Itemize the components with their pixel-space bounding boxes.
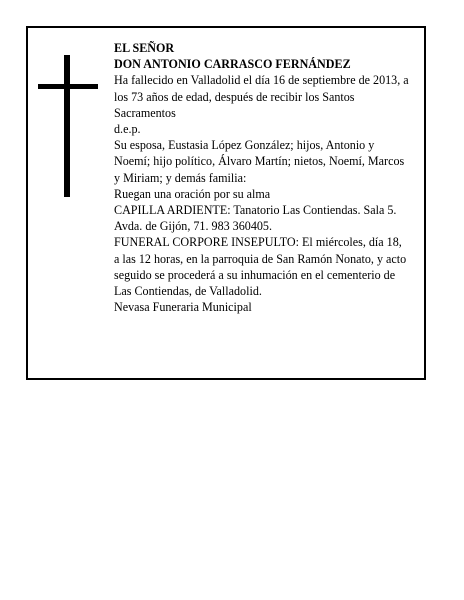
wake-info: CAPILLA ARDIENTE: Tanatorio Las Contiendas. Sala 5. Avda. de Gijón, 71. 983 360405. xyxy=(114,203,397,234)
title-line-1: EL SEÑOR xyxy=(114,41,175,55)
deceased-name: DON ANTONIO CARRASCO FERNÁNDEZ xyxy=(114,57,351,72)
funeral-home: Nevasa Funeraria Municipal xyxy=(114,300,252,315)
cross-vertical-bar xyxy=(64,55,70,197)
death-announcement: Ha fallecido en Valladolid el día 16 de septiembre de 2013, a los 73 años de edad, después de recibir los Santos Sacramentos xyxy=(114,73,409,120)
cross-horizontal-bar xyxy=(38,84,98,89)
prayer-request: Ruegan una oración por su alma xyxy=(114,186,271,201)
obituary-text xyxy=(114,40,410,315)
family-text: Su esposa, Eustasia López González; hijos, Antonio y Noemí; hijo político, Álvaro Martín; nietos, Noemí, Marcos y Miriam; y demás familia: xyxy=(114,138,405,185)
dep-text: d.e.p. xyxy=(114,122,141,137)
funeral-info: FUNERAL CORPORE INSEPULTO: El miércoles, día 18, a las 12 horas, en la parroquia de San Ramón Nonato, y acto seguido se procederá a su inhumación en el cementerio de Las Contiendas, de Valladolid. xyxy=(114,235,407,299)
cross-icon xyxy=(38,55,98,197)
